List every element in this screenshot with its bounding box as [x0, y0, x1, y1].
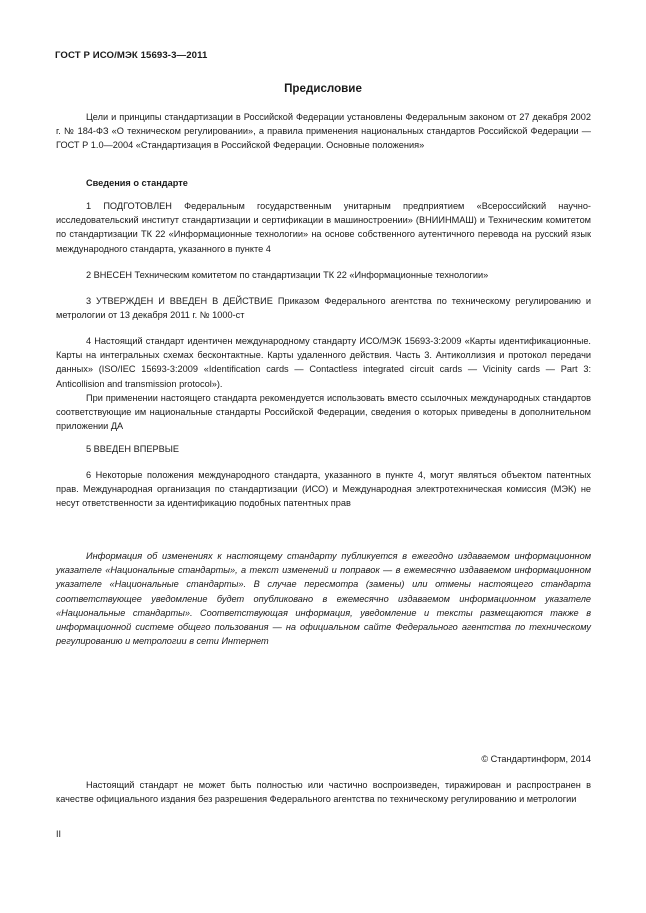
item-3-text: 3 УТВЕРЖДЕН И ВВЕДЕН В ДЕЙСТВИЕ Приказом Федерального агентства по техническому регулированию и метрологии от 13 декабря 2011 г. № 1000-ст [56, 296, 591, 321]
document-header: ГОСТ Р ИСО/МЭК 15693-3—2011 [55, 50, 208, 61]
item-5-text: 5 ВВЕДЕН ВПЕРВЫЕ [86, 444, 179, 454]
subheading: Сведения о стандарте [86, 178, 188, 188]
reproduction-section [56, 778, 591, 806]
standard-info-heading [56, 176, 591, 190]
item-1 [56, 199, 591, 256]
page-number: II [56, 829, 62, 839]
item-4-text: 4 Настоящий стандарт идентичен международному стандарту ИСО/МЭК 15693-3:2009 «Карты идентификационные. Карты на интегральных схемах бесконтактные. Карты удаленного действия. Часть 3. Антиколлизия и протокол передачи данных» (ISO/IEC 15693-3:2009 «Identification cards — Contactless integrated circuit cards — Vicinity cards — Part 3: Anticollision and transmission protocol»). [56, 336, 591, 389]
item-2 [56, 268, 591, 282]
item-4 [56, 334, 591, 433]
page-title: Предисловие [284, 82, 362, 95]
reproduction-paragraph: Настоящий стандарт не может быть полностью или частично воспроизведен, тиражирован и распространен в качестве официального издания без разрешения Федерального агентства по техническому регулированию и метрологии [56, 780, 591, 805]
item-6 [56, 468, 591, 511]
item-3 [56, 294, 591, 322]
intro-paragraph: Цели и принципы стандартизации в Российской Федерации установлены Федеральным законом от 27 декабря 2002 г. № 184-ФЗ «О техническом регулировании», а правила применения национальных стандартов Российской Федерации — ГОСТ Р 1.0—2004 «Стандартизация в Российской Федерации. Основные положения» [56, 112, 591, 151]
item-6-text: 6 Некоторые положения международного стандарта, указанного в пункте 4, могут являться объектом патентных прав. Международная организация по стандартизации (ИСО) и Международная электротехническая комиссия (МЭК) не несут ответственности за идентификацию подобных патентных прав [56, 470, 591, 509]
item-1-text: 1 ПОДГОТОВЛЕН Федеральным государственным унитарным предприятием «Всероссийский научно-исследовательский институт стандартизации и сертификации в машиностроении» (ВНИИНМАШ) и Техническим комитетом по стандартизации ТК 22 «Информационные технологии» на основе собственного аутентичного перевода на русский язык международного стандарта, указанного в пункте 4 [56, 201, 591, 254]
copyright: © Стандартинформ, 2014 [481, 754, 591, 764]
notice-section [56, 549, 591, 648]
item-2-text: 2 ВНЕСЕН Техническим комитетом по стандартизации ТК 22 «Информационные технологии» [86, 270, 489, 280]
item-5 [56, 442, 591, 456]
item-4-note: При применении настоящего стандарта рекомендуется использовать вместо ссылочных международных стандартов соответствующие им национальные стандарты Российской Федерации, сведения о которых приведены в дополнительном приложении ДА [56, 392, 591, 432]
intro-section [56, 110, 591, 153]
notice-paragraph: Информация об изменениях к настоящему стандарту публикуется в ежегодно издаваемом информационном указателе «Национальные стандарты», а текст изменений и поправок — в ежемесячно издаваемом информационном указателе «Национальные стандарты». В случае пересмотра (замены) или отмены настоящего стандарта соответствующее уведомление будет опубликовано в ежемесячно издаваемом информационном указателе «Национальные стандарты». Соответствующая информация, уведомление и тексты размещаются также в информационной системе общего пользования — на официальном сайте Федерального агентства по техническому регулированию и метрологии в сети Интернет [56, 551, 591, 647]
